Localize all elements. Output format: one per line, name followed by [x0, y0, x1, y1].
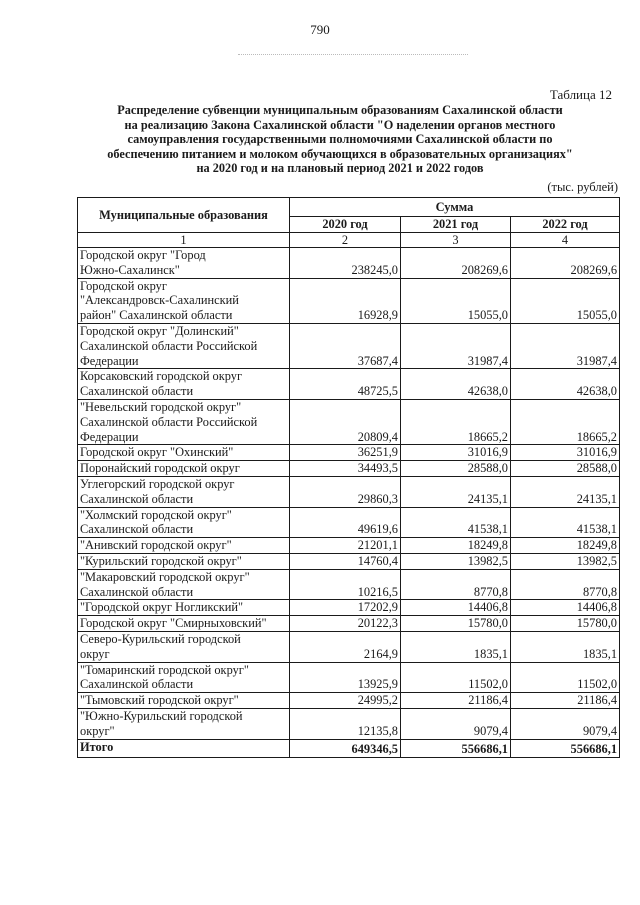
table-row [78, 693, 620, 709]
table-body [78, 248, 620, 740]
table-row [78, 600, 620, 616]
municipality-name-line: "Холмский городской округ" [80, 507, 232, 522]
municipality-name [78, 538, 290, 554]
amount-2021: 15780,0 [401, 616, 511, 632]
table-row [78, 662, 620, 693]
table-row [78, 507, 620, 538]
amount-2020: 48725,5 [290, 369, 401, 400]
amount-2021: 28588,0 [401, 461, 511, 477]
amount-2022: 208269,6 [511, 248, 620, 279]
amount-2021: 42638,0 [401, 369, 511, 400]
header-sum: Сумма [290, 198, 620, 217]
municipality-name-line: Городской округ "Охинский" [80, 445, 234, 460]
municipality-name-line: Федерации [80, 429, 139, 444]
total-label: Итого [78, 739, 290, 757]
municipality-name [78, 323, 290, 368]
municipality-name-line: Городской округ "Смирныховский" [80, 616, 267, 631]
amount-2020: 13925,9 [290, 662, 401, 693]
amount-2021: 9079,4 [401, 708, 511, 739]
total-2022: 556686,1 [511, 739, 620, 757]
municipality-name [78, 507, 290, 538]
amount-2022: 15055,0 [511, 278, 620, 323]
table-row [78, 461, 620, 477]
column-number: 1 [78, 233, 290, 248]
amount-2022: 31016,9 [511, 445, 620, 461]
table-row [78, 538, 620, 554]
municipality-name-line: "Тымовский городской округ" [80, 693, 239, 708]
table-row [78, 631, 620, 662]
title-line: на 2020 год и на плановый период 2021 и 2022 годов [196, 161, 484, 176]
table-label: Таблица 12 [549, 87, 612, 102]
amount-2021: 41538,1 [401, 507, 511, 538]
column-number: 3 [401, 233, 511, 248]
municipality-name [78, 445, 290, 461]
total-2020: 649346,5 [290, 739, 401, 757]
amount-2021: 14406,8 [401, 600, 511, 616]
municipality-name [78, 662, 290, 693]
amount-2021: 21186,4 [401, 693, 511, 709]
amount-2021: 24135,1 [401, 476, 511, 507]
title-line: самоуправления государственными полномочиями Сахалинской области по [127, 132, 553, 147]
amount-2022: 14406,8 [511, 600, 620, 616]
header-municipalities: Муниципальные образования [78, 198, 290, 233]
table-row [78, 553, 620, 569]
municipality-name [78, 616, 290, 632]
amount-2020: 17202,9 [290, 600, 401, 616]
amount-2020: 21201,1 [290, 538, 401, 554]
table-row [78, 278, 620, 323]
amount-2020: 238245,0 [290, 248, 401, 279]
table-row [78, 569, 620, 600]
amount-2022: 31987,4 [511, 323, 620, 368]
municipality-name-line: "Городской округ Ногликский" [80, 600, 244, 615]
amount-2021: 18249,8 [401, 538, 511, 554]
title-line: Распределение субвенции муниципальным образованиям Сахалинской области [117, 103, 563, 117]
municipality-name-line: "Курильский городской округ" [80, 553, 242, 568]
table-row [78, 399, 620, 444]
amount-2022: 21186,4 [511, 693, 620, 709]
amount-2021: 31987,4 [401, 323, 511, 368]
municipality-name [78, 600, 290, 616]
amount-2022: 15780,0 [511, 616, 620, 632]
table-row [78, 445, 620, 461]
amount-2020: 10216,5 [290, 569, 401, 600]
municipality-name-line: "Макаровский городской округ" [80, 569, 250, 584]
municipality-name-line: Южно-Сахалинск" [80, 262, 180, 277]
municipality-name [78, 631, 290, 662]
amount-2020: 12135,8 [290, 708, 401, 739]
municipality-name-line: район" Сахалинской области [80, 308, 233, 323]
header-year-2021: 2021 год [401, 217, 511, 233]
municipality-name-line: Сахалинской области Российской [80, 414, 258, 429]
amount-2021: 18665,2 [401, 399, 511, 444]
amount-2022: 24135,1 [511, 476, 620, 507]
municipality-name-line: Корсаковский городской округ [80, 369, 243, 384]
amount-2022: 41538,1 [511, 507, 620, 538]
municipality-name-line: Сахалинской области [80, 584, 194, 599]
total-row [78, 739, 620, 757]
amount-2020: 29860,3 [290, 476, 401, 507]
amount-2020: 37687,4 [290, 323, 401, 368]
municipality-name-line: "Южно-Курильский городской [80, 708, 243, 723]
municipality-name [78, 461, 290, 477]
municipality-name [78, 569, 290, 600]
amount-2022: 9079,4 [511, 708, 620, 739]
amount-2021: 15055,0 [401, 278, 511, 323]
amount-2021: 8770,8 [401, 569, 511, 600]
municipality-name-line: округ" [80, 723, 115, 738]
municipality-name [78, 399, 290, 444]
total-2021: 556686,1 [401, 739, 511, 757]
municipality-name [78, 553, 290, 569]
municipality-name-line: "Томаринский городской округ" [80, 662, 249, 677]
amount-2022: 18249,8 [511, 538, 620, 554]
municipality-name-line: Сахалинской области Российской [80, 338, 258, 353]
table-row [78, 616, 620, 632]
municipality-name-line: Городской округ [80, 278, 167, 293]
municipality-name-line: Поронайский городской округ [80, 461, 240, 476]
amount-2022: 42638,0 [511, 369, 620, 400]
amount-2022: 13982,5 [511, 553, 620, 569]
amount-2022: 18665,2 [511, 399, 620, 444]
title-line: на реализацию Закона Сахалинской области "О наделении органов местного [124, 117, 556, 132]
municipality-name-line: "Анивский городской округ" [80, 538, 232, 553]
amount-2020: 36251,9 [290, 445, 401, 461]
municipality-name [78, 693, 290, 709]
table-row [78, 476, 620, 507]
table-row [78, 708, 620, 739]
table-row [78, 323, 620, 368]
amount-2022: 1835,1 [511, 631, 620, 662]
municipality-name [78, 369, 290, 400]
municipality-name [78, 278, 290, 323]
scan-artifact-line [238, 54, 468, 55]
municipality-name [78, 248, 290, 279]
amount-2021: 11502,0 [401, 662, 511, 693]
municipality-name [78, 476, 290, 507]
title-line: обеспечению питанием и молоком обучающихся в образовательных организациях" [107, 146, 573, 161]
municipality-name-line: Городской округ "Долинский" [80, 323, 239, 338]
municipality-name-line: Федерации [80, 353, 139, 368]
municipality-name-line: Сахалинской области [80, 491, 194, 506]
municipality-name-line: Сахалинской области [80, 677, 194, 692]
municipality-name-line: Углегорский городской округ [80, 476, 235, 491]
column-number: 2 [290, 233, 401, 248]
amount-2020: 14760,4 [290, 553, 401, 569]
amount-2020: 34493,5 [290, 461, 401, 477]
amount-2020: 20122,3 [290, 616, 401, 632]
municipality-name-line: Северо-Курильский городской [80, 631, 241, 646]
municipality-name-line: "Невельский городской округ" [80, 399, 242, 414]
page-number: 790 [310, 22, 330, 37]
amount-2022: 8770,8 [511, 569, 620, 600]
amount-2021: 13982,5 [401, 553, 511, 569]
table-row [78, 369, 620, 400]
municipality-name-line: Городской округ "Город [80, 248, 206, 262]
column-number: 4 [511, 233, 620, 248]
amount-2021: 31016,9 [401, 445, 511, 461]
amount-2020: 2164,9 [290, 631, 401, 662]
municipality-name-line: Сахалинской области [80, 522, 194, 537]
municipality-name-line: Сахалинской области [80, 384, 194, 399]
table-row [78, 248, 620, 279]
amount-2020: 49619,6 [290, 507, 401, 538]
municipality-name-line: округ [80, 646, 110, 661]
amount-2020: 16928,9 [290, 278, 401, 323]
amount-2022: 28588,0 [511, 461, 620, 477]
amount-2022: 11502,0 [511, 662, 620, 693]
municipality-name-line: "Александровск-Сахалинский [80, 293, 239, 308]
header-year-2020: 2020 год [290, 217, 401, 233]
municipality-name [78, 708, 290, 739]
units-label: (тыс. рублей) [547, 180, 618, 194]
amount-2021: 208269,6 [401, 248, 511, 279]
amount-2021: 1835,1 [401, 631, 511, 662]
header-year-2022: 2022 год [511, 217, 620, 233]
amount-2020: 20809,4 [290, 399, 401, 444]
amount-2020: 24995,2 [290, 693, 401, 709]
document-title [70, 103, 610, 176]
subvention-table [77, 197, 620, 758]
